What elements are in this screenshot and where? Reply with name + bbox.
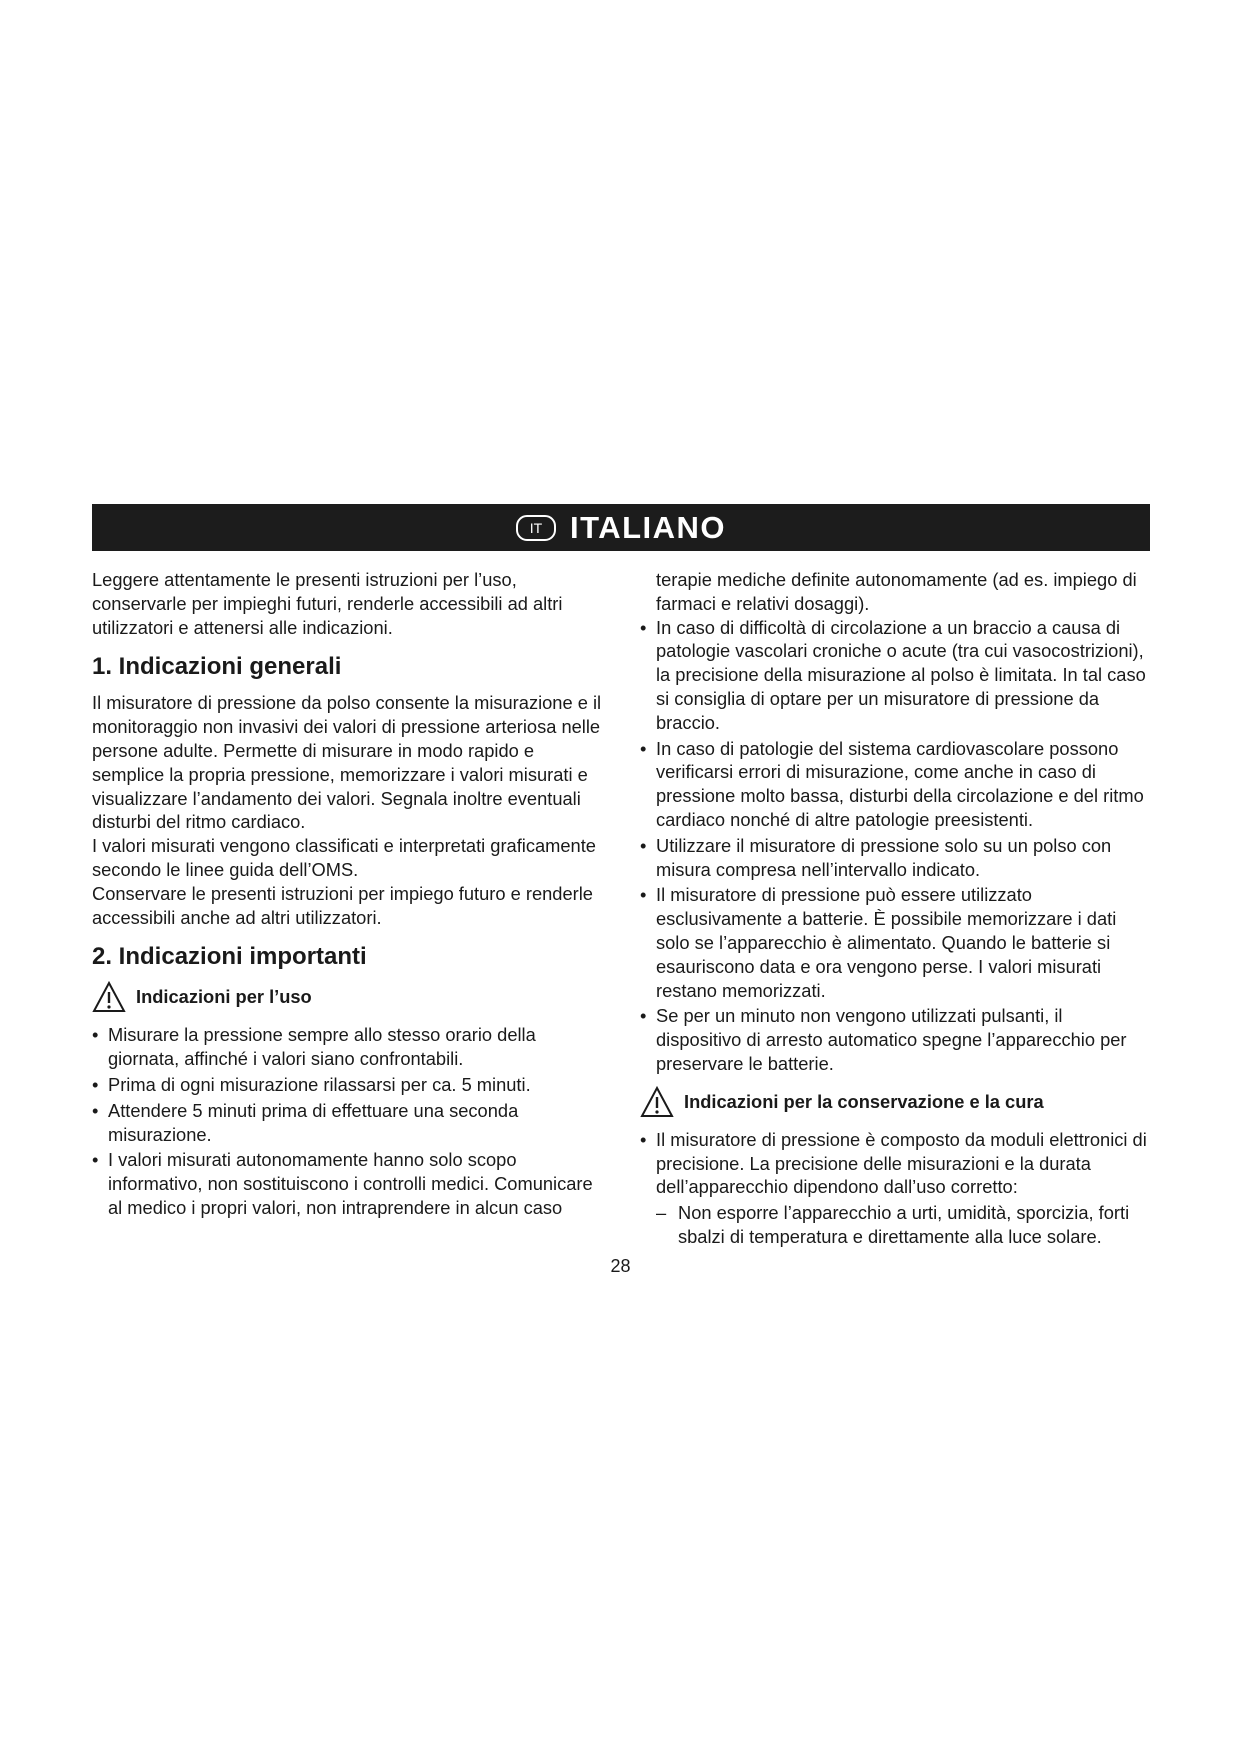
language-badge: IT	[516, 515, 556, 541]
page-number: 28	[610, 1256, 631, 1276]
list-item: – Non esporre l’apparecchio a urti, umidità, sporcizia, forti sbalzi di temperatura e direttamente alla luce solare.	[656, 1201, 1152, 1249]
list-item: • Attendere 5 minuti prima di effettuare una seconda misurazione.	[92, 1099, 602, 1147]
usage-subheading-text: Indicazioni per l’uso	[136, 986, 312, 1008]
section1-paragraph: I valori misurati vengono classificati e interpretati graficamente secondo le linee guida dell’OMS.	[92, 835, 596, 880]
list-item: • I valori misurati autonomamente hanno solo scopo informativo, non sostituiscono i controlli medici. Comunicare al medico i propri valori, non intraprendere in alcun caso	[92, 1148, 602, 1219]
list-item: • Il misuratore di pressione può essere utilizzato esclusivamente a batterie. È possibile memorizzare i dati solo se l’apparecchio è alimentato. Quando le batterie si esauriscono data e ora vengono perse. I valori misurati restano memorizzati.	[640, 883, 1152, 1002]
section2-title: 2. Indicazioni importanti	[92, 943, 367, 971]
care-subheading-text: Indicazioni per la conservazione e la cura	[684, 1090, 1044, 1112]
list-item: • Se per un minuto non vengono utilizzati pulsanti, il dispositivo di arresto automatico spegne l’apparecchio per preservare le batterie.	[640, 1004, 1152, 1075]
list-item: • In caso di difficoltà di circolazione a un braccio a causa di patologie vascolari croniche o acute (tra cui vasocostrizioni), la precisione della misurazione al polso è limitata. In tal caso si consiglia di optare per un misuratore di pressione da braccio.	[640, 616, 1152, 735]
care-list	[640, 1128, 1152, 1199]
care-sublist	[640, 1201, 1152, 1249]
list-item: • Prima di ogni misurazione rilassarsi per ca. 5 minuti.	[92, 1073, 602, 1097]
warning-icon	[640, 1086, 674, 1118]
usage-subheading	[92, 981, 602, 1013]
section1-paragraph: Conservare le presenti istruzioni per impiego futuro e renderle accessibili anche ad altri utilizzatori.	[92, 882, 593, 928]
care-subheading	[640, 1086, 1152, 1118]
left-column	[92, 568, 602, 1222]
usage-list	[92, 1023, 602, 1219]
intro-text: Leggere attentamente le presenti istruzioni per l’uso, conservarle per impieghi futuri, renderle accessibili ad altri utilizzatori e attenersi alle indicazioni.	[92, 569, 563, 638]
section1-paragraph: Il misuratore di pressione da polso consente la misurazione e il monitoraggio non invasivi dei valori di pressione arteriosa nelle persone adulte. Permette di misurare in modo rapido e semplice la propria pressione, memorizzare i valori misurati e visualizzare l’andamento dei valori. Segnala inoltre eventuali disturbi del ritmo cardiaco.	[92, 692, 602, 833]
list-item: • Utilizzare il misuratore di pressione solo su un polso con misura compresa nell’intervallo indicato.	[640, 834, 1152, 882]
list-item: • Misurare la pressione sempre allo stesso orario della giornata, affinché i valori siano confrontabili.	[92, 1023, 602, 1071]
section1-title: 1. Indicazioni generali	[92, 653, 342, 681]
list-item: • Il misuratore di pressione è composto da moduli elettronici di precisione. La precisione delle misurazioni e la durata dell’apparecchio dipendono dall’uso corretto:	[640, 1128, 1152, 1199]
list-item: • In caso di patologie del sistema cardiovascolare possono verificarsi errori di misurazione, come anche in caso di pressione molto bassa, disturbi della circolazione e del ritmo cardiaco nonché di altre patologie preesistenti.	[640, 737, 1152, 832]
banner-title: ITALIANO	[569, 509, 727, 545]
language-banner	[92, 504, 1150, 551]
right-column	[640, 568, 1152, 1249]
usage-list-continued	[640, 616, 1152, 1076]
continuation-text: terapie mediche definite autonomamente (ad es. impiego di farmaci e relativi dosaggi).	[656, 569, 1137, 614]
warning-icon	[92, 981, 126, 1013]
